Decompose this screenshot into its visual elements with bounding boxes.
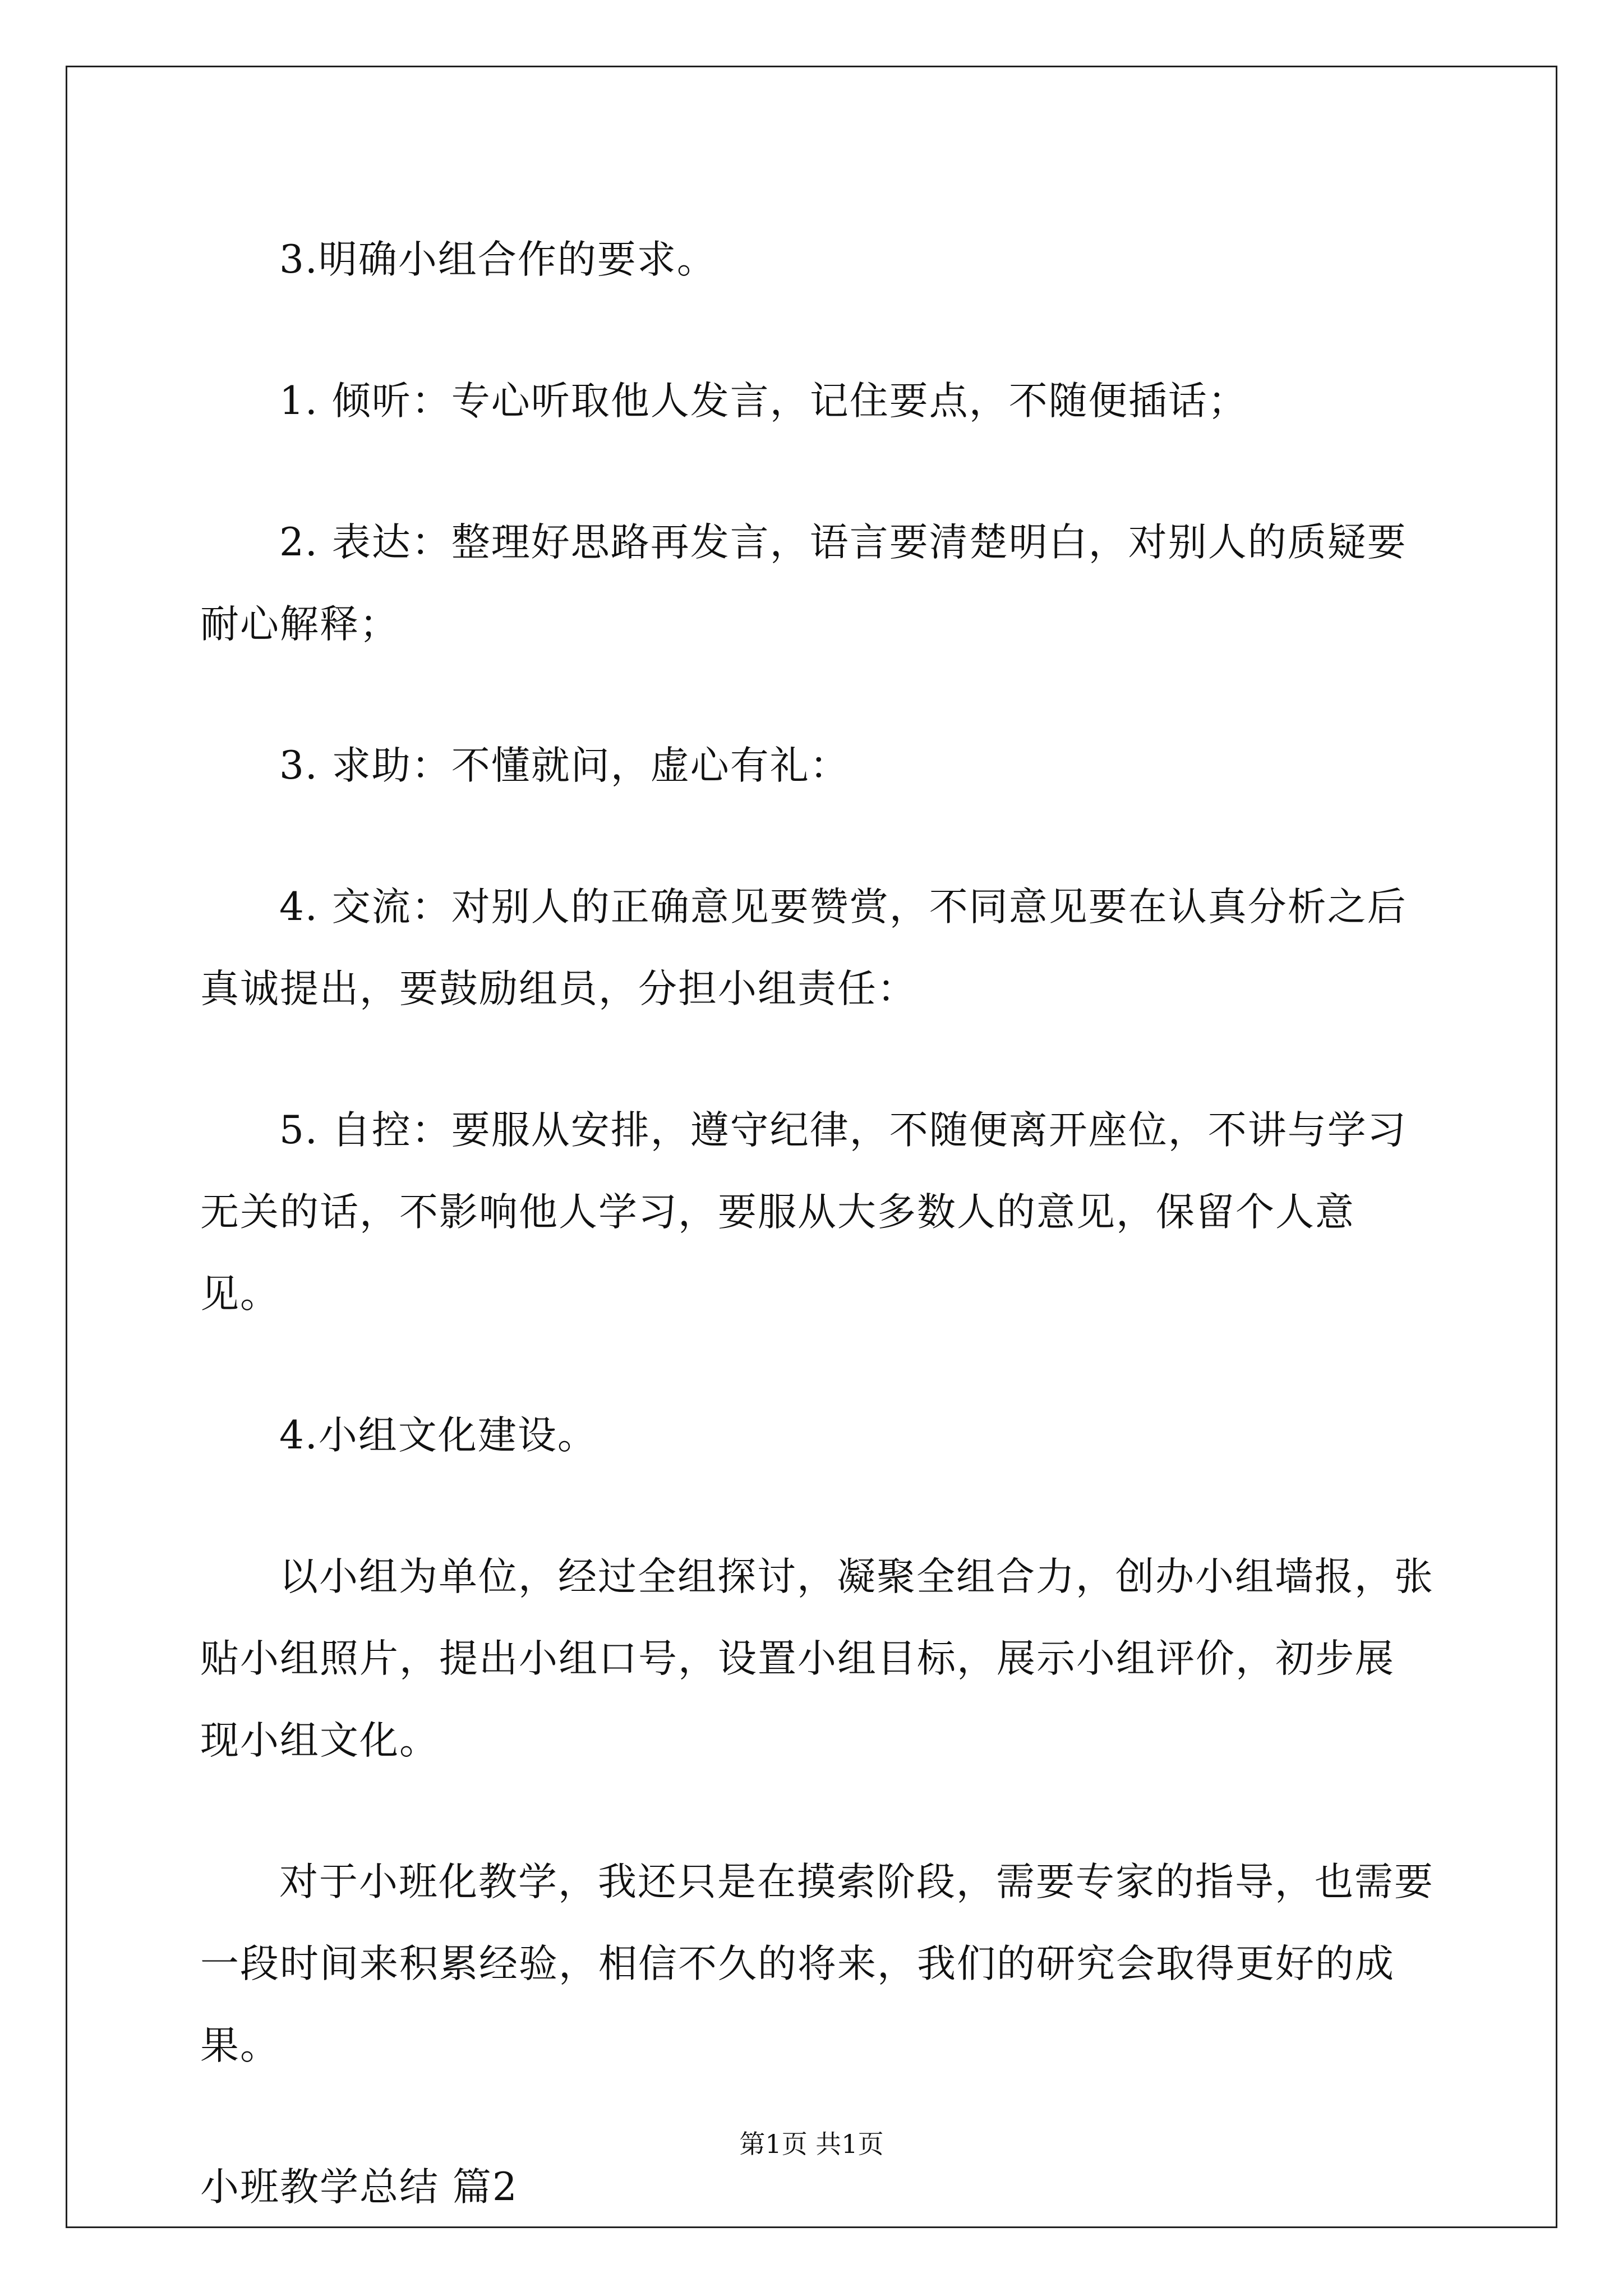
paragraph-communication: 4. 交流：对别人的正确意见要赞赏，不同意见要在认真分析之后真诚提出，要鼓励组员，分担小组责任： (200, 885, 1407, 1011)
page-footer: 第1页 共1页 (739, 2129, 884, 2159)
paragraph-requirements-title: 3.明确小组合作的要求。 (279, 237, 717, 282)
paragraph-listening: 1. 倾听：专心听取他人发言，记住要点，不随便插话； (279, 379, 1248, 424)
paragraph-group-culture: 以小组为单位，经过全组探讨，凝聚全组合力，创办小组墙报，张贴小组照片，提出小组口号，设置小组目标，展示小组评价，初步展现小组文化。 (200, 1554, 1434, 1763)
paragraph-group-culture-title: 4.小组文化建设。 (279, 1413, 597, 1458)
document-body (200, 219, 1434, 2228)
section-heading: 小班教学总结 篇2 (200, 2165, 518, 2210)
paragraph-asking-help: 3. 求助：不懂就问，虚心有礼： (279, 743, 850, 788)
paragraph-conclusion: 对于小班化教学，我还只是在摸索阶段，需要专家的指导，也需要一段时间来积累经验，相信不久的将来，我们的研究会取得更好的成果。 (200, 1860, 1434, 2068)
paragraph-expression: 2. 表达：整理好思路再发言，语言要清楚明白，对别人的质疑要耐心解释； (200, 520, 1407, 647)
paragraph-self-control: 5. 自控：要服从安排，遵守纪律，不随便离开座位，不讲与学习无关的话，不影响他人学习，要服从大多数人的意见，保留个人意见。 (200, 1108, 1407, 1317)
